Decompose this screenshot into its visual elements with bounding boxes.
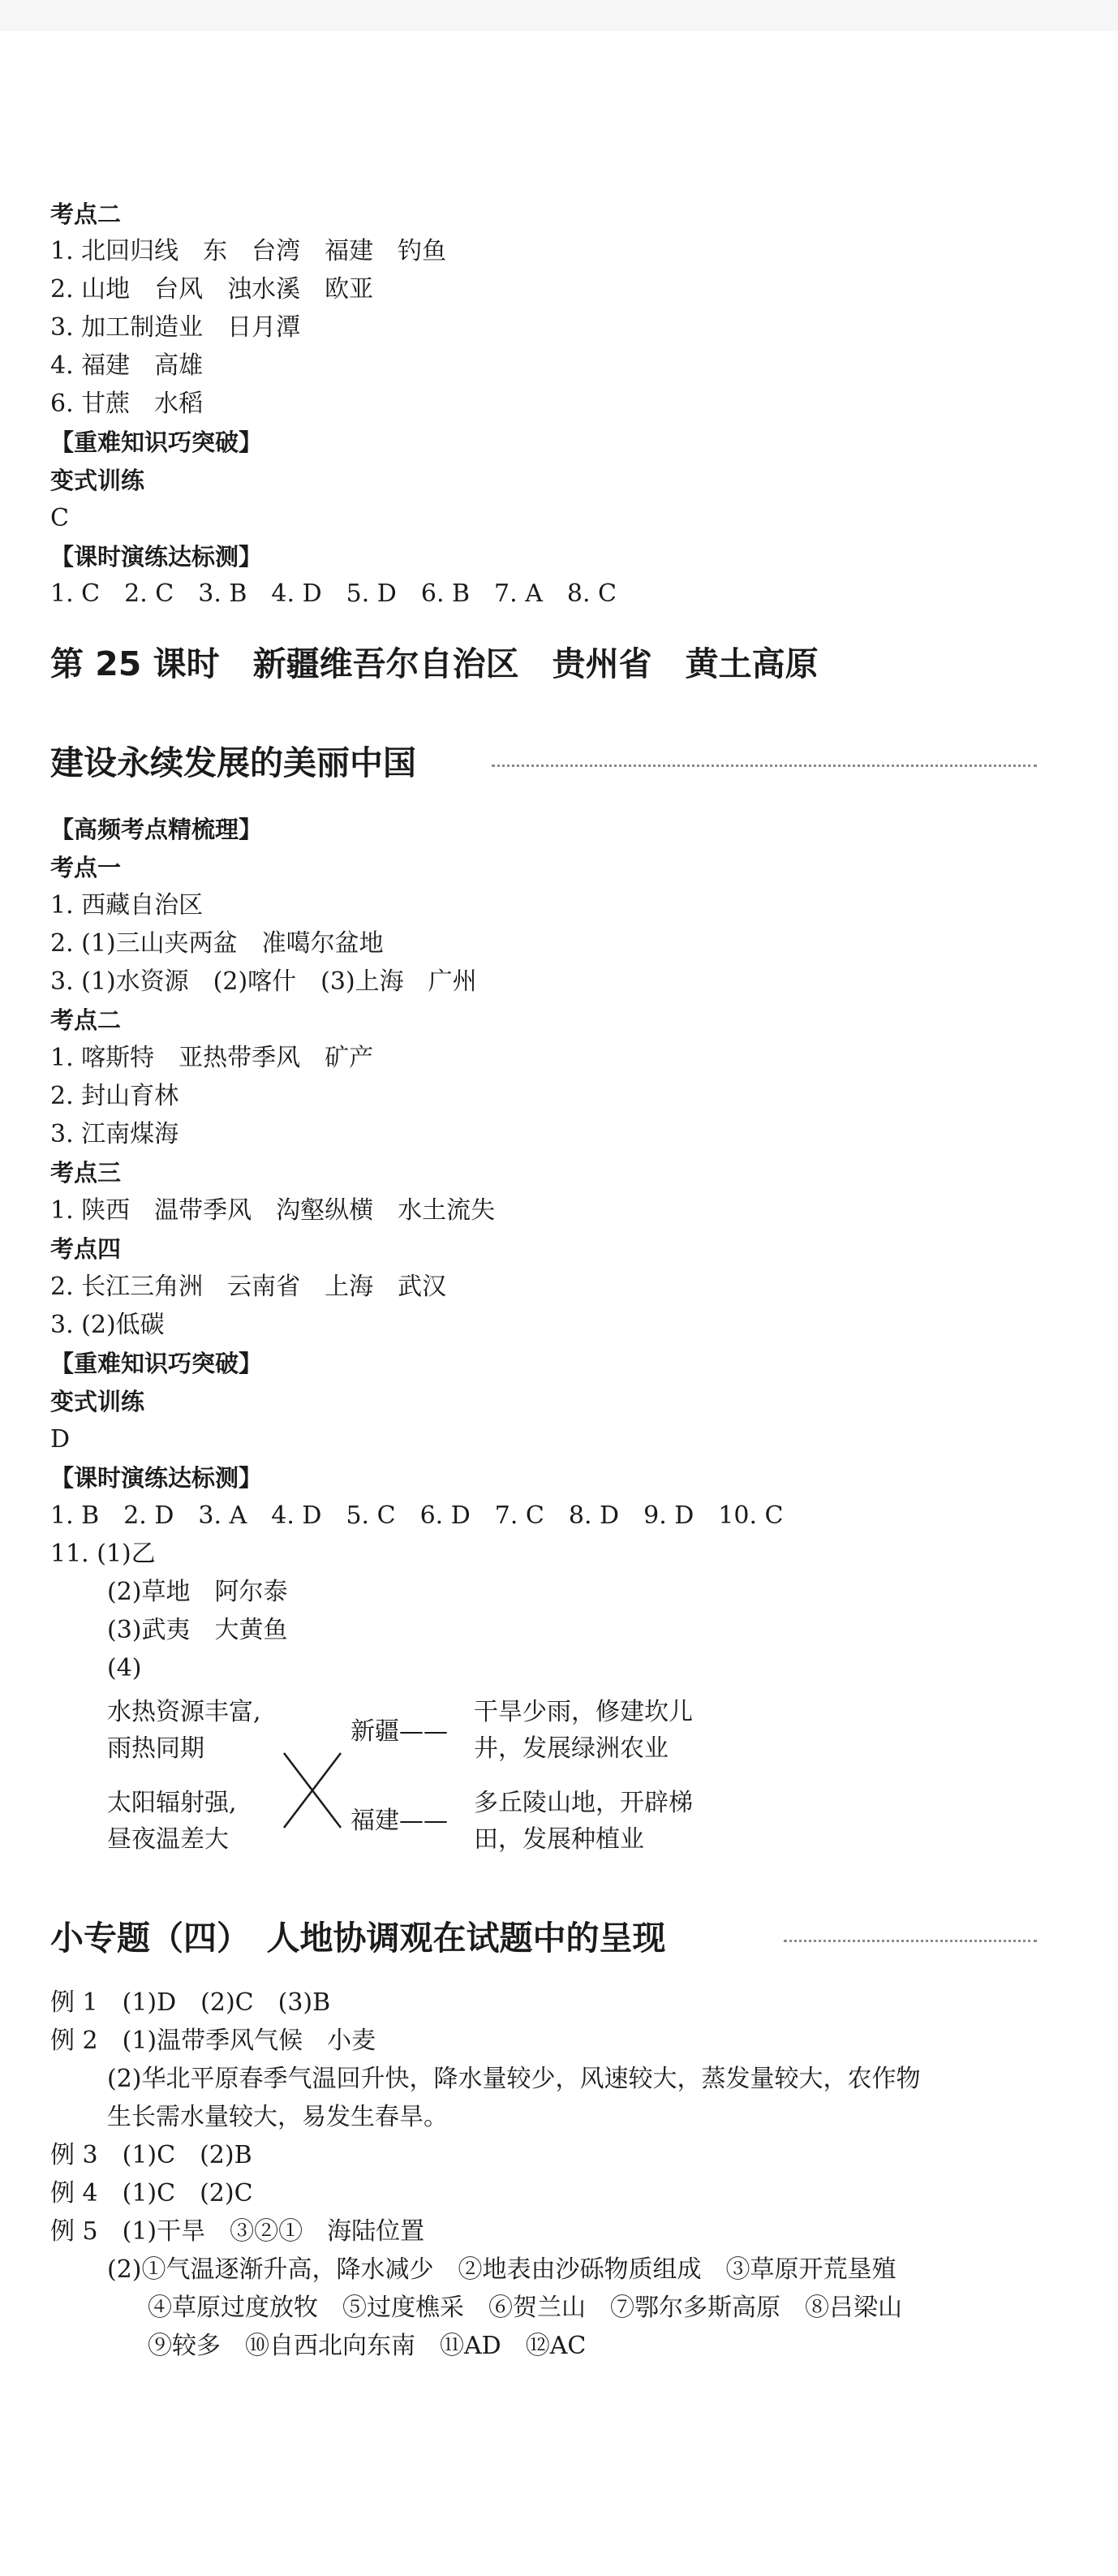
list-item: 2. 山地 台风 浊水溪 欧亚 (50, 275, 374, 304)
list-item: 3. 加工制造业 日月潭 (50, 313, 301, 342)
diagram-left-top-line1: 水热资源丰富, (107, 1698, 261, 1726)
example-line: ⑨较多 ⑩自西北向东南 ⑪AD ⑫AC (148, 2332, 587, 2360)
kaodian1-heading: 考点一 (50, 854, 122, 881)
section-heading: 【重难知识巧突破】 (50, 1350, 263, 1377)
diagram-xinjiang-label: 新疆—— (350, 1717, 448, 1746)
list-item: 2. (1)三山夹两盆 准噶尔盆地 (50, 929, 384, 958)
kaodian2-heading: 考点二 (50, 200, 122, 228)
example-line: ④草原过度放牧 ⑤过度樵采 ⑥贺兰山 ⑦鄂尔多斯高原 ⑧吕梁山 (148, 2294, 902, 2322)
dotted-rule (784, 1940, 1037, 1942)
example-line: 例 3 (1)C (2)B (50, 2141, 252, 2169)
question-11-part1: 11. (1)乙 (50, 1540, 156, 1568)
kaodian2-heading: 考点二 (50, 1006, 122, 1034)
example-line: (2)①气温逐渐升高，降水减少 ②地表由沙砾物质组成 ③草原开荒垦殖 (107, 2255, 897, 2284)
section-heading: 变式训练 (50, 467, 145, 494)
diagram-left-bottom-line2: 昼夜温差大 (107, 1825, 229, 1854)
section-heading: 【课时演练达标测】 (50, 543, 263, 571)
answer-text: D (50, 1425, 71, 1454)
question-11-part4: (4) (107, 1654, 142, 1682)
diagram-left-bottom-line1: 太阳辐射强, (107, 1789, 237, 1817)
answer-row: 1. C 2. C 3. B 4. D 5. D 6. B 7. A 8. C (50, 579, 617, 608)
example-line: 例 2 (1)温带季风气候 小麦 (50, 2027, 376, 2055)
section-heading: 【重难知识巧突破】 (50, 429, 263, 456)
question-11-part2: (2)草地 阿尔泰 (107, 1578, 288, 1606)
list-item: 3. (2)低碳 (50, 1311, 165, 1339)
example-line: 例 4 (1)C (2)C (50, 2179, 253, 2208)
question-11-part3: (3)武夷 大黄鱼 (107, 1616, 288, 1644)
list-item: 1. 西藏自治区 (50, 891, 204, 920)
section-heading: 【高频考点精梳理】 (50, 816, 263, 843)
section-heading: 【课时演练达标测】 (50, 1464, 263, 1492)
list-item: 6. 甘蔗 水稻 (50, 390, 204, 418)
diagram-right-bottom-line2: 田，发展种植业 (474, 1825, 644, 1854)
list-item: 3. (1)水资源 (2)喀什 (3)上海 广州 (50, 967, 477, 996)
answer-text: C (50, 504, 69, 532)
diagram-right-top-line2: 井，发展绿洲农业 (474, 1734, 669, 1763)
example-line: 例 5 (1)干旱 ③②① 海陆位置 (50, 2217, 425, 2246)
answer-row: 1. B 2. D 3. A 4. D 5. C 6. D 7. C 8. D 9. D 10. C (50, 1501, 784, 1530)
list-item: 3. 江南煤海 (50, 1120, 179, 1148)
lesson-title: 第 25 课时 新疆维吾尔自治区 贵州省 黄土高原 (50, 644, 819, 683)
list-item: 1. 北回归线 东 台湾 福建 钓鱼 (50, 237, 447, 265)
example-line: (2)华北平原春季气温回升快，降水量较少，风速较大，蒸发量较大，农作物 (107, 2065, 921, 2093)
diagram-right-bottom-line1: 多丘陵山地，开辟梯 (474, 1789, 693, 1817)
kaodian4-heading: 考点四 (50, 1235, 122, 1263)
diagram-fujian-label: 福建—— (350, 1807, 448, 1835)
list-item: 2. 封山育林 (50, 1082, 179, 1110)
lesson-subtitle: 建设永续发展的美丽中国 (50, 743, 416, 782)
example-line: 例 1 (1)D (2)C (3)B (50, 1988, 331, 2017)
kaodian3-heading: 考点三 (50, 1159, 122, 1187)
list-item: 1. 喀斯特 亚热带季风 矿产 (50, 1044, 374, 1072)
diagram-left-top-line2: 雨热同期 (107, 1734, 204, 1763)
diagram-right-top-line1: 干旱少雨，修建坎儿 (474, 1698, 693, 1726)
special-topic-title: 小专题（四） 人地协调观在试题中的呈现 (50, 1919, 666, 1958)
list-item: 1. 陕西 温带季风 沟壑纵横 水土流失 (50, 1196, 496, 1225)
list-item: 2. 长江三角洲 云南省 上海 武汉 (50, 1273, 447, 1301)
example-line: 生长需水量较大，易发生春旱。 (107, 2103, 448, 2131)
section-heading: 变式训练 (50, 1388, 145, 1415)
list-item: 4. 福建 高雄 (50, 351, 204, 380)
